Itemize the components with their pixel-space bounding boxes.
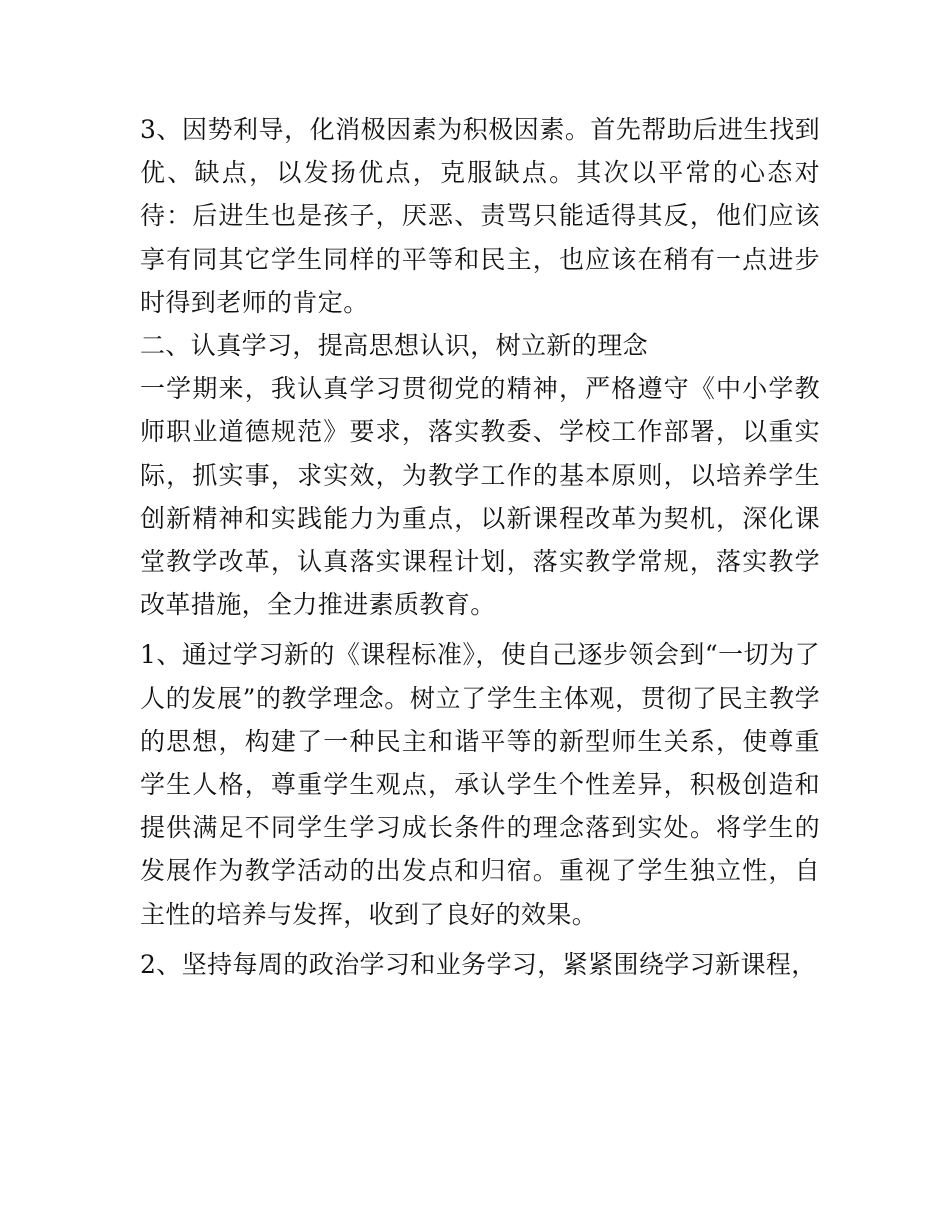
- section-heading: 二、认真学习，提高思想认识，树立新的理念: [140, 331, 649, 361]
- paragraph-weekly-study: 2、坚持每周的政治学习和业务学习，紧紧围绕学习新课程，: [140, 949, 817, 979]
- paragraph-curriculum-standard: 1、通过学习新的《课程标准》，使自己逐步领会到“一切为了人的发展”的教学理念。树立了学生主体观，贯彻了民主教学的思想，构建了一种民主和谐平等的新型师生关系，使尊重学生人格，尊重学生观点，承认学生个性差异，积极创造和提供满足不同学生学习成长条件的理念落到实处。将学生的发展作为教学活动的出发点和归宿。重视了学生独立性，自主性的培养与发挥，收到了良好的效果。: [140, 640, 820, 929]
- paragraph-guidance: 3、因势利导，化消极因素为积极因素。首先帮助后进生找到优、缺点，以发扬优点，克服缺点。其次以平常的心态对待：后进生也是孩子，厌恶、责骂只能适得其反，他们应该享有同其它学生同样的平等和民主，也应该在稍有一点进步时得到老师的肯定。: [140, 115, 820, 317]
- paragraph-semester-study: 一学期来，我认真学习贯彻党的精神，严格遵守《中小学教师职业道德规范》要求，落实教委、学校工作部署，以重实际，抓实事，求实效，为教学工作的基本原则，以培养学生创新精神和实践能力为重点，以新课程改革为契机，深化课堂教学改革，认真落实课程计划，落实教学常规，落实教学改革措施，全力推进素质教育。: [140, 374, 820, 620]
- document-body: [140, 108, 820, 986]
